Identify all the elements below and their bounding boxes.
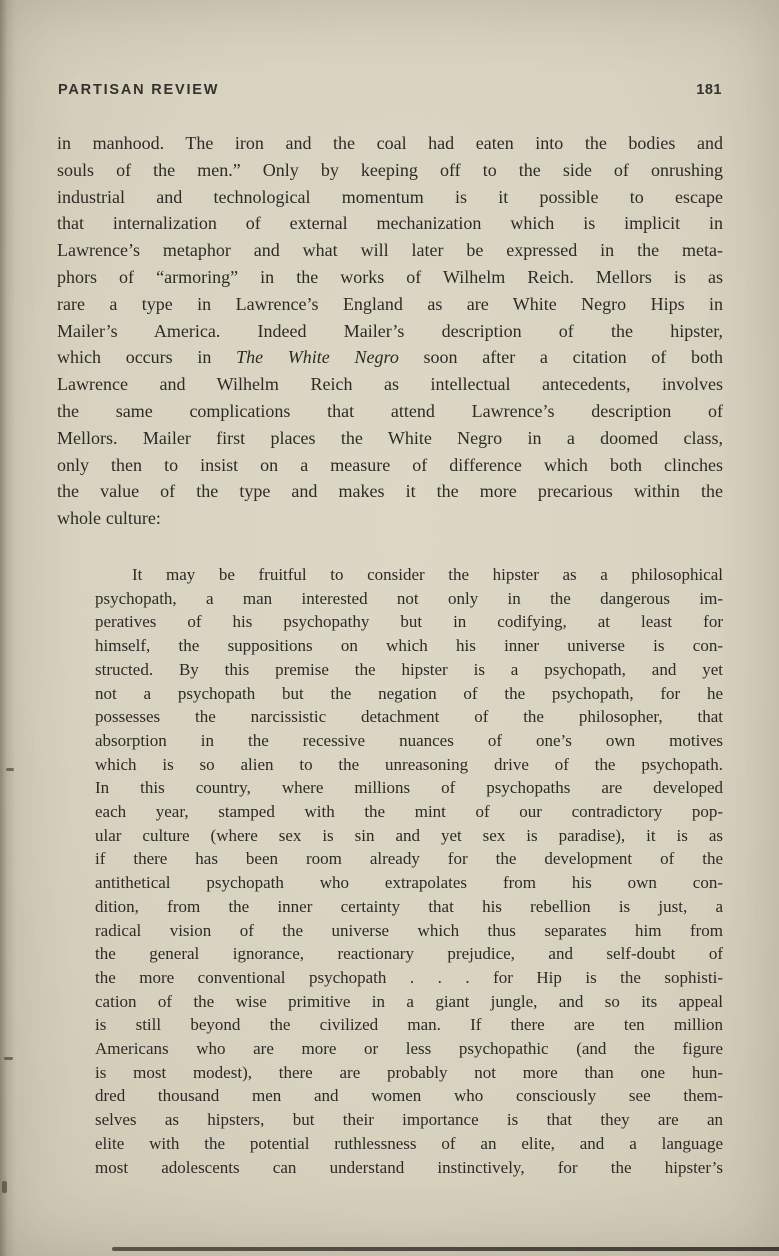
text-line: which occurs in The White Negro soon after a citation of both [57,347,723,368]
text-line: structed. By this premise the hipster is a psychopath, and yet [95,659,723,679]
journal-title: PARTISAN REVIEW [58,82,220,98]
text-line: dition, from the inner certainty that his rebellion is just, a [95,896,723,916]
scan-artifact [4,1057,13,1060]
body-paragraph [57,130,723,532]
text-line: Lawrence’s metaphor and what will later be expressed in the meta- [57,240,723,261]
text-line: only then to insist on a measure of difference which both clinches [57,454,723,475]
text-line: radical vision of the universe which thus separates him from [95,920,723,940]
text-line: souls of the men.” Only by keeping off to the side of onrushing [57,159,723,180]
text-line: rare a type in Lawrence’s England as are White Negro Hips in [57,293,723,314]
text-line: psychopath, a man interested not only in the dangerous im- [95,588,723,608]
scan-artifact [2,1181,7,1193]
text-line: in manhood. The iron and the coal had eaten into the bodies and [57,133,723,153]
text-line: which is so alien to the unreasoning drive of the psychopath. [95,754,723,774]
text-line: phors of “armoring” in the works of Wilhelm Reich. Mellors is as [57,266,723,287]
text-line: Mailer’s America. Indeed Mailer’s description of the hipster, [57,320,723,341]
scan-artifact [6,768,14,771]
text-line: most adolescents can understand instinctively, for the hipster’s [95,1157,723,1177]
page-number: 181 [696,82,722,98]
text-line: that internalization of external mechanization which is implicit in [57,213,723,234]
text-line: ular culture (where sex is sin and yet sex is paradise), it is as [95,825,723,845]
text-line: elite with the potential ruthlessness of an elite, and a language [95,1133,723,1153]
text-line: is most modest), there are probably not more than one hun- [95,1062,723,1082]
running-head [58,82,722,98]
block-quote [95,563,723,1179]
text-line: cation of the wise primitive in a giant jungle, and so its appeal [95,991,723,1011]
text-line: industrial and technological momentum is it possible to escape [57,186,723,207]
text-line: peratives of his psychopathy but in codifying, at least for [95,612,723,632]
text-line: absorption in the recessive nuances of one’s own motives [95,730,723,750]
text-line: possesses the narcissistic detachment of the philosopher, that [95,707,723,727]
text-line: Americans who are more or less psychopathic (and the figure [95,1039,723,1059]
text-line: is still beyond the civilized man. If there are ten million [95,1015,723,1035]
text-line: not a psychopath but the negation of the psychopath, for he [95,683,723,703]
text-line: In this country, where millions of psychopaths are developed [95,778,723,798]
text-line: the general ignorance, reactionary prejudice, and self-doubt of [95,944,723,964]
scan-edge-line [112,1247,779,1251]
text-line: Lawrence and Wilhelm Reich as intellectual antecedents, involves [57,374,723,395]
text-line: It may be fruitful to consider the hipster as a philosophical [132,565,723,584]
text-line: whole culture: [57,508,161,529]
text-line: selves as hipsters, but their importance is that they are an [95,1110,723,1130]
text-line: each year, stamped with the mint of our contradictory pop- [95,802,723,822]
text-line: the more conventional psychopath . . . for Hip is the sophisti- [95,967,723,987]
text-line: Mellors. Mailer first places the White Negro in a doomed class, [57,427,723,448]
text-line: the same complications that attend Lawrence’s description of [57,400,723,421]
text-line: if there has been room already for the development of the [95,849,723,869]
text-line: antithetical psychopath who extrapolates from his own con- [95,873,723,893]
text-line: the value of the type and makes it the more precarious within the [57,481,723,502]
text-line: himself, the suppositions on which his inner universe is con- [95,636,723,656]
text-line: dred thousand men and women who consciously see them- [95,1086,723,1106]
